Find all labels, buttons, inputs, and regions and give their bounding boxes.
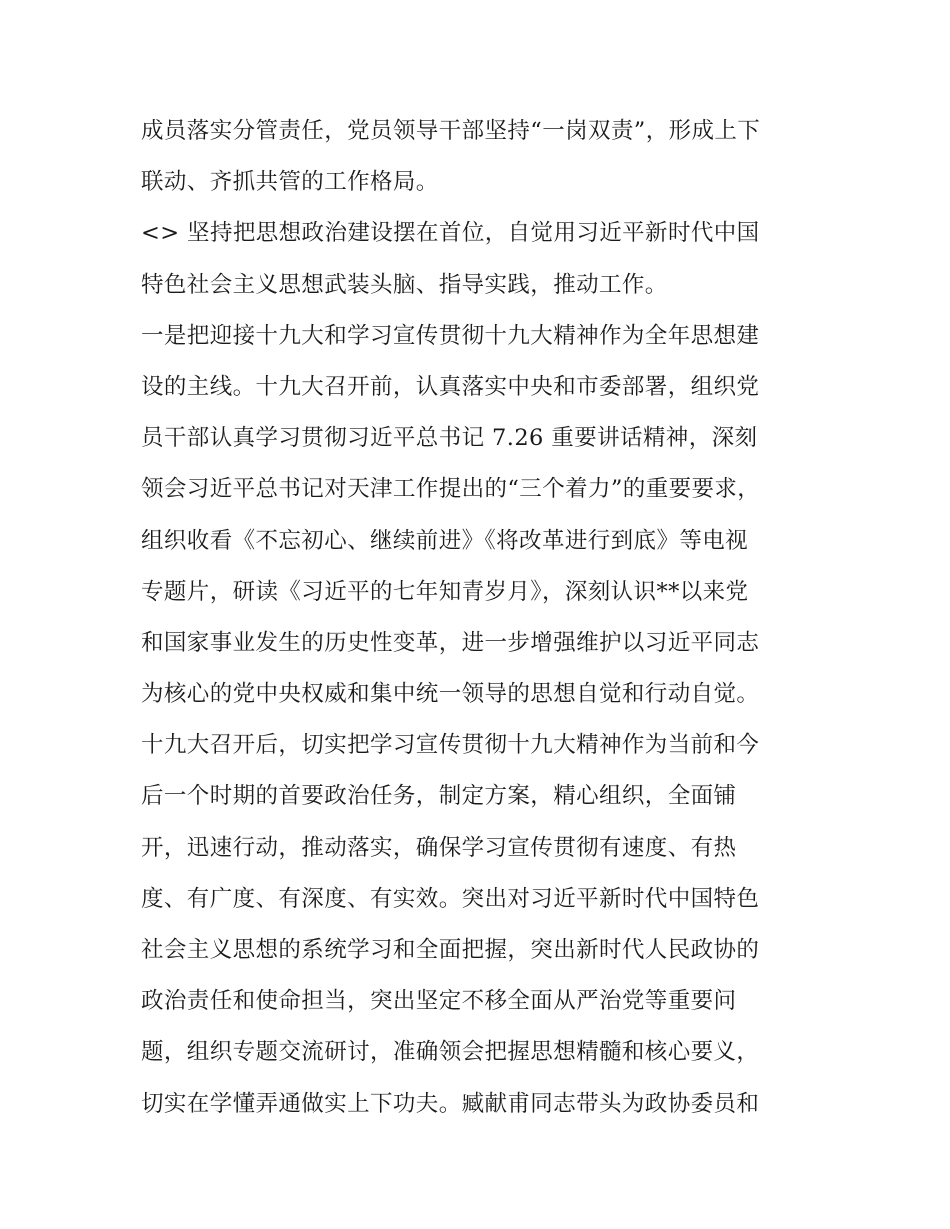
text-line: 后一个时期的首要政治任务，制定方案，精心组织，全面铺 [141, 783, 737, 810]
document-body [141, 106, 821, 1130]
text-line: 和国家事业发生的历史性变革，进一步增强维护以习近平同志 [141, 629, 760, 656]
text-line: 专题片，研读《习近平的七年知青岁月》，深刻认识**以来党 [141, 578, 749, 605]
text-line: 开，迅速行动，推动落实，确保学习宣传贯彻有速度、有热 [141, 834, 737, 861]
text-line: 组织收看《不忘初心、继续前进》《将改革进行到底》等电视 [141, 527, 749, 554]
text-line: 题，组织专题交流研讨，准确领会把握思想精髓和核心要义， [141, 1039, 760, 1066]
text-line: 政治责任和使命担当，突出坚定不移全面从严治党等重要问 [141, 988, 737, 1015]
text-line: 设的主线。十九大召开前，认真落实中央和市委部署，组织党 [141, 373, 760, 400]
text-line: 为核心的党中央权威和集中统一领导的思想自觉和行动自觉。 [141, 681, 760, 708]
text-line: 员干部认真学习贯彻习近平总书记 7.26 重要讲话精神，深刻 [141, 425, 758, 452]
text-line: 成员落实分管责任，党员领导干部坚持“一岗双责”，形成上下 [141, 118, 761, 144]
text-line: 度、有广度、有深度、有实效。突出对习近平新时代中国特色 [141, 885, 760, 912]
text-line: 领会习近平总书记对天津工作提出的“三个着力”的重要要求， [141, 476, 761, 503]
text-line: 十九大召开后，切实把学习宣传贯彻十九大精神作为当前和今 [141, 732, 760, 759]
text-line: 联动、齐抓共管的工作格局。 [141, 169, 439, 196]
text-line: 特色社会主义思想武装头脑、指导实践，推动工作。 [141, 271, 668, 298]
text-line: 切实在学懂弄通做实上下功夫。臧献甫同志带头为政协委员和 [141, 1090, 760, 1117]
text-line: <> 坚持把思想政治建设摆在首位，自觉用习近平新时代中国 [141, 220, 760, 247]
text-line: 一是把迎接十九大和学习宣传贯彻十九大精神作为全年思想建 [141, 322, 760, 349]
text-line: 社会主义思想的系统学习和全面把握，突出新时代人民政协的 [141, 937, 760, 963]
